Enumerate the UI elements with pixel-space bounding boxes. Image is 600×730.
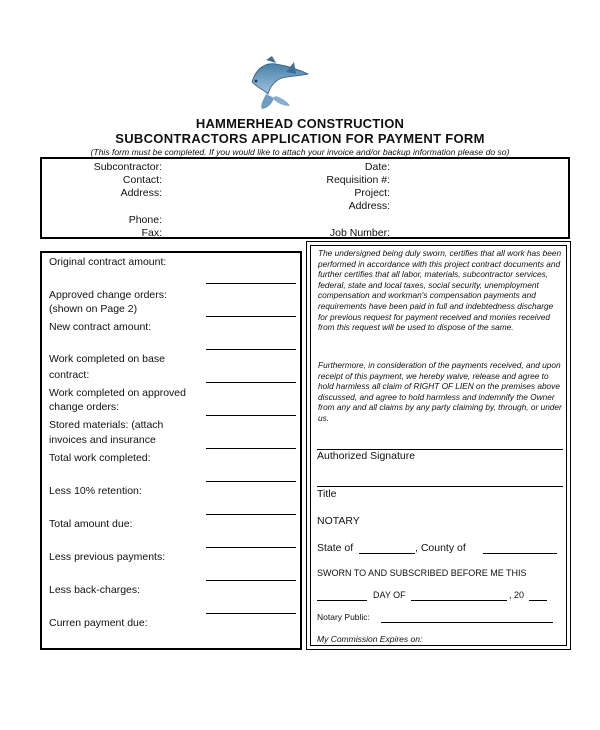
day-of-label: DAY OF — [373, 590, 406, 600]
notary-public-label: Notary Public: — [317, 612, 370, 622]
amount-label-invoices-insurance: invoices and insurance — [49, 434, 156, 446]
county-line[interactable] — [483, 553, 557, 554]
amount-label-stored-materials: Stored materials: (attach — [49, 419, 164, 431]
amount-label-change-orders: Approved change orders: — [49, 289, 167, 301]
project-address-label: Address: — [348, 200, 390, 212]
county-of-label: , County of — [415, 542, 466, 554]
amount-line-work-base[interactable] — [206, 382, 296, 383]
date-label: Date: — [364, 161, 390, 173]
company-name: HAMMERHEAD CONSTRUCTION — [195, 116, 405, 131]
year-line[interactable] — [529, 600, 547, 601]
commission-label: My Commission Expires on: — [317, 634, 423, 644]
sworn-text: SWORN TO AND SUBSCRIBED BEFORE ME THIS — [317, 568, 527, 578]
day-line[interactable] — [317, 600, 367, 601]
subcontractor-label: Subcontractor: — [93, 161, 162, 173]
requisition-label: Requisition #: — [326, 174, 390, 186]
amount-line-total-work[interactable] — [206, 481, 296, 482]
amount-label-total-due: Total amount due: — [49, 518, 133, 530]
address-label: Address: — [120, 187, 162, 199]
form-title: SUBCONTRACTORS APPLICATION FOR PAYMENT FORM — [115, 131, 485, 146]
amount-label-work-base: Work completed on base — [49, 353, 165, 365]
form-note: (This form must be completed. If you would like to attach your invoice and/or backup information please do so) — [90, 147, 510, 157]
amount-label-work-approved: Work completed on approved — [49, 387, 186, 399]
amount-label-change-orders-2: change orders: — [49, 401, 120, 413]
month-line[interactable] — [411, 600, 507, 601]
authorized-signature-label: Authorized Signature — [317, 450, 416, 462]
project-label: Project: — [354, 187, 390, 199]
amount-label-shown-page2: (shown on Page 2) — [49, 303, 138, 315]
amount-line-retention[interactable] — [206, 514, 296, 515]
amount-line-change-orders[interactable] — [206, 316, 296, 317]
amount-line-stored-materials[interactable] — [206, 448, 296, 449]
amounts-box — [40, 251, 302, 650]
year-label: , 20 — [509, 590, 525, 600]
amount-line-new-contract[interactable] — [206, 349, 296, 350]
amount-line-original[interactable] — [206, 283, 296, 284]
amount-label-retention: Less 10% retention: — [49, 485, 142, 497]
amount-line-total-due[interactable] — [206, 547, 296, 548]
amount-label-back-charges: Less back-charges: — [49, 584, 141, 596]
certification-paragraph-2: Furthermore, in consideration of the payments received, and upon receipt of this payment, we hereby waive, release and agree to hold harmless all claim of RIGHT OF LIEN on the premises above discussed, and agree to hold harmless and indemnify the Owner from any and all claims by any party claiming by, through, or under us. — [318, 360, 562, 423]
notary-public-line[interactable] — [381, 622, 553, 623]
info-box — [40, 157, 570, 239]
fax-label: Fax: — [141, 227, 162, 239]
certification-paragraph-1: The undersigned being duly sworn, certifies that all work has been performed in accordance with this project contract documents and further certifies that all labor, materials, subcontractor services, federal, state and local taxes, social security, unemployment compensation and workman's compensation payments and requirements have been paid in full and indebtedness discharge for previous request for payment received and monies received from this request will be used to dispose of the same. — [318, 248, 562, 333]
amount-line-previous-payments[interactable] — [206, 580, 296, 581]
certification-box — [306, 241, 571, 650]
amount-label-contract: contract: — [49, 369, 90, 381]
title-label: Title — [317, 488, 337, 500]
amount-label-previous-payments: Less previous payments: — [49, 551, 166, 563]
phone-label: Phone: — [128, 214, 162, 226]
amount-label-total-work: Total work completed: — [49, 452, 151, 464]
job-number-label: Job Number: — [329, 227, 390, 239]
amount-label-current-payment: Curren payment due: — [49, 617, 148, 629]
amount-line-work-approved[interactable] — [206, 415, 296, 416]
amount-line-back-charges[interactable] — [206, 613, 296, 614]
state-line[interactable] — [359, 553, 415, 554]
amount-label-new-contract: New contract amount: — [49, 321, 152, 333]
amount-label-original: Original contract amount: — [49, 256, 167, 268]
title-line[interactable] — [317, 486, 563, 487]
hammerhead-shark-logo-icon — [246, 54, 312, 110]
notary-heading: NOTARY — [317, 515, 360, 527]
contact-label: Contact: — [122, 174, 162, 186]
state-of-label: State of — [317, 542, 354, 554]
